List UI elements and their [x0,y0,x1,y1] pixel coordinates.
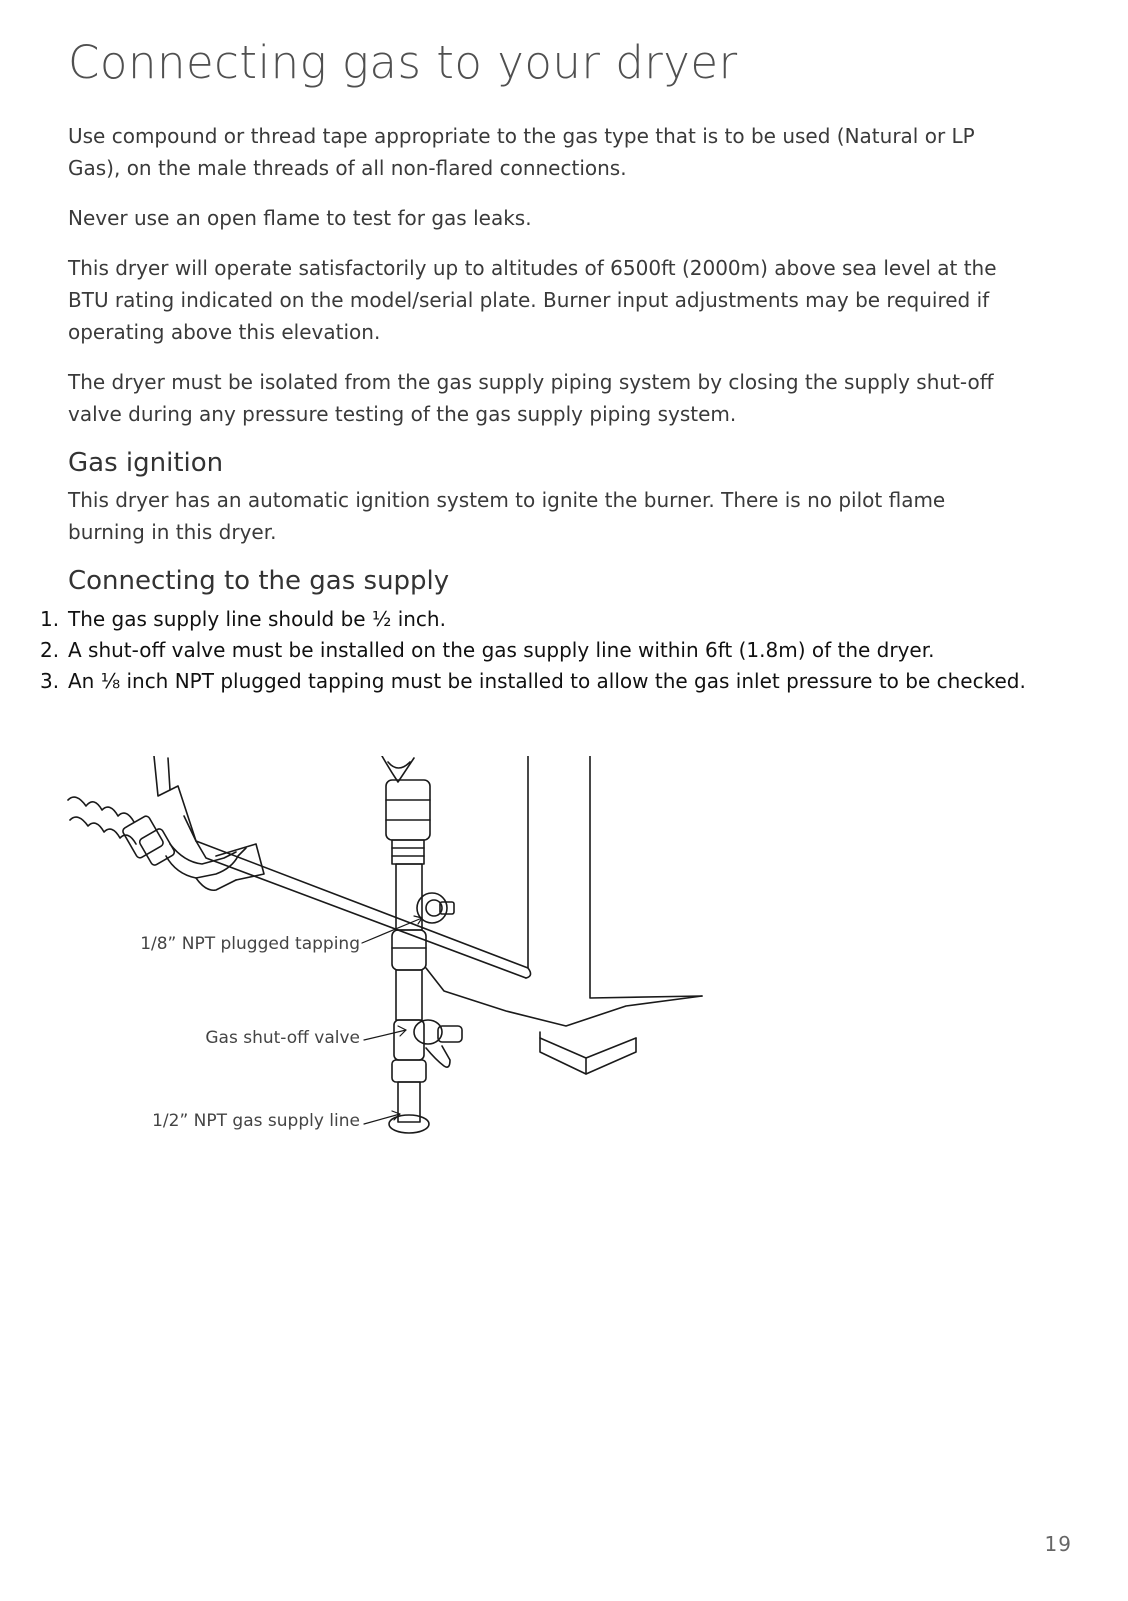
upper-hose [382,756,414,782]
step-number: 3. [40,669,60,693]
dryer-cabinet-corner [590,756,702,998]
list-item [40,635,1030,666]
callout-plugged-tapping: 1/8” NPT plugged tapping [140,934,360,954]
step-number: 2. [40,638,60,662]
list-item [40,666,1030,697]
heading-gas-supply: Connecting to the gas supply [68,566,450,596]
step-text: An ⅛ inch NPT plugged tapping must be installed to allow the gas inlet pressure to be checked. [68,669,1026,693]
list-item [40,604,1030,635]
upper-union [386,780,430,840]
callout-shutoff-valve: Gas shut-off valve [205,1028,360,1048]
step-text: A shut-off valve must be installed on the gas supply line within 6ft (1.8m) of the dryer. [68,638,935,662]
paragraph-altitude: This dryer will operate satisfactorily up to altitudes of 6500ft (2000m) above sea level at the BTU rating indicated on the model/serial plate. Burner input adjustments may be required if operating above this elevation. [68,256,997,344]
dryer-foot [540,1032,636,1074]
paragraph-pressure-testing: The dryer must be isolated from the gas supply piping system by closing the supply shut-off valve during any pressure testing of the gas supply piping system. [68,370,994,426]
page-title: Connecting gas to your dryer [68,36,738,89]
valve-leader [364,1030,406,1040]
paragraph-gas-ignition: This dryer has an automatic ignition system to ignite the burner. There is no pilot flame burning in this dryer. [68,488,946,544]
heading-gas-ignition: Gas ignition [68,448,224,478]
callout-supply-line: 1/2” NPT gas supply line [152,1111,360,1131]
gas-connection-diagram [66,756,706,1151]
lower-pipe [396,970,422,1020]
paragraph-thread-tape: Use compound or thread tape appropriate to the gas type that is to be used (Natural or LP Gas), on the male threads of all non-flared connections. [68,124,975,180]
step-text: The gas supply line should be ½ inch. [68,607,446,631]
gas-supply-steps [40,604,1030,697]
supply-pipe-end [389,1115,429,1133]
paragraph-open-flame-warning: Never use an open flame to test for gas leaks. [68,206,532,230]
page-number: 19 [1044,1532,1072,1556]
step-number: 1. [40,607,60,631]
flex-hose [68,797,134,822]
middle-union [392,930,426,970]
valve-lever [426,1046,450,1067]
